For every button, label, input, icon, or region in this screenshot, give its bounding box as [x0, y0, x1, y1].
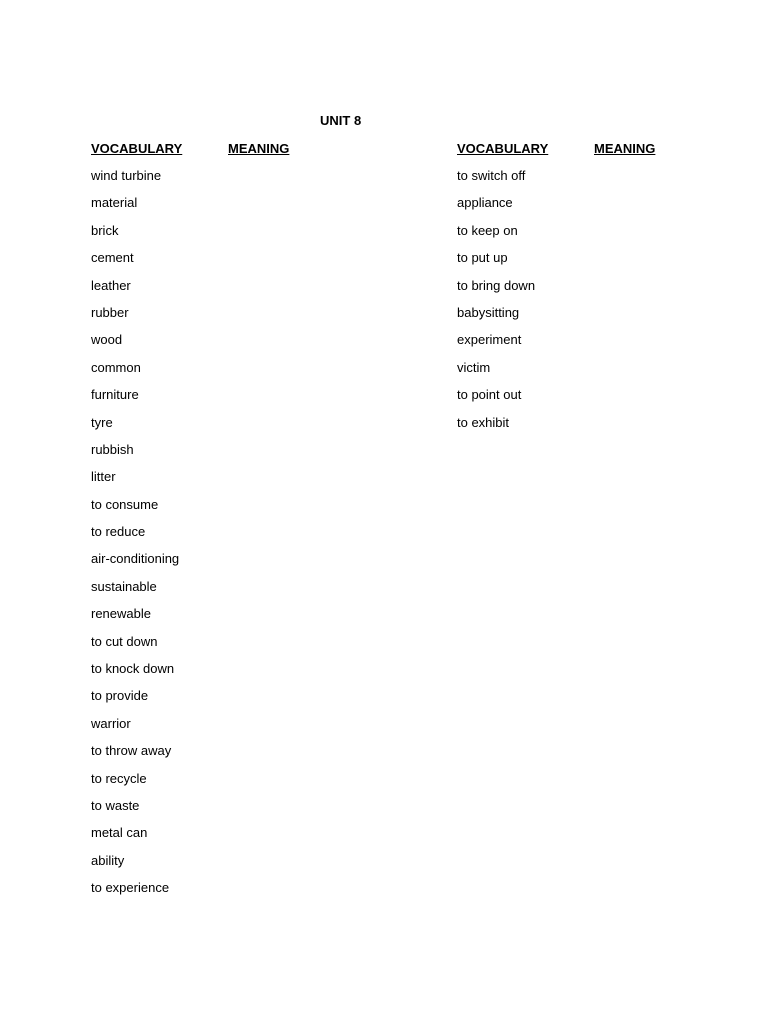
vocabulary-word: to waste: [91, 797, 140, 813]
vocabulary-word: wood: [91, 332, 123, 348]
vocabulary-word: to provide: [91, 688, 149, 704]
vocabulary-word: metal can: [91, 825, 148, 841]
vocabulary-word: experiment: [457, 332, 522, 348]
left-meaning-header: MEANING: [228, 141, 290, 156]
vocabulary-word: to reduce: [91, 524, 146, 540]
vocabulary-word: warrior: [91, 715, 131, 731]
vocabulary-word: renewable: [91, 606, 151, 622]
vocabulary-word: sustainable: [91, 578, 157, 594]
vocabulary-word: appliance: [457, 195, 513, 211]
vocabulary-word: common: [91, 359, 141, 375]
vocabulary-word: to knock down: [91, 661, 175, 677]
vocabulary-word: to exhibit: [457, 414, 510, 430]
vocabulary-word: to put up: [457, 250, 508, 266]
vocabulary-word: litter: [91, 469, 116, 485]
vocabulary-word: furniture: [91, 387, 139, 403]
vocabulary-word: to point out: [457, 387, 522, 403]
right-word-list: [457, 168, 535, 442]
vocabulary-word: to keep on: [457, 222, 518, 238]
left-word-list: [91, 168, 179, 908]
vocabulary-word: rubbish: [91, 441, 134, 457]
vocabulary-word: leather: [91, 277, 131, 293]
vocabulary-word: babysitting: [457, 304, 520, 320]
vocabulary-word: victim: [457, 359, 491, 375]
vocabulary-word: tyre: [91, 414, 113, 430]
vocabulary-word: brick: [91, 222, 119, 238]
vocabulary-word: rubber: [91, 304, 129, 320]
vocabulary-word: ability: [91, 852, 125, 868]
page-title: UNIT 8: [320, 113, 362, 128]
vocabulary-word: wind turbine: [91, 168, 162, 183]
vocabulary-word: air-conditioning: [91, 551, 180, 567]
vocabulary-word: to switch off: [457, 168, 526, 183]
vocabulary-word: to consume: [91, 496, 159, 512]
vocabulary-word: to experience: [91, 880, 170, 896]
vocabulary-word: to recycle: [91, 770, 147, 786]
vocabulary-word: to cut down: [91, 633, 158, 649]
vocabulary-word: to throw away: [91, 743, 172, 759]
left-vocabulary-header: VOCABULARY: [91, 141, 183, 156]
vocabulary-word: to bring down: [457, 277, 536, 293]
right-vocabulary-header: VOCABULARY: [457, 141, 549, 156]
right-meaning-header: MEANING: [594, 141, 656, 156]
vocabulary-word: material: [91, 195, 138, 211]
vocabulary-word: cement: [91, 250, 134, 266]
